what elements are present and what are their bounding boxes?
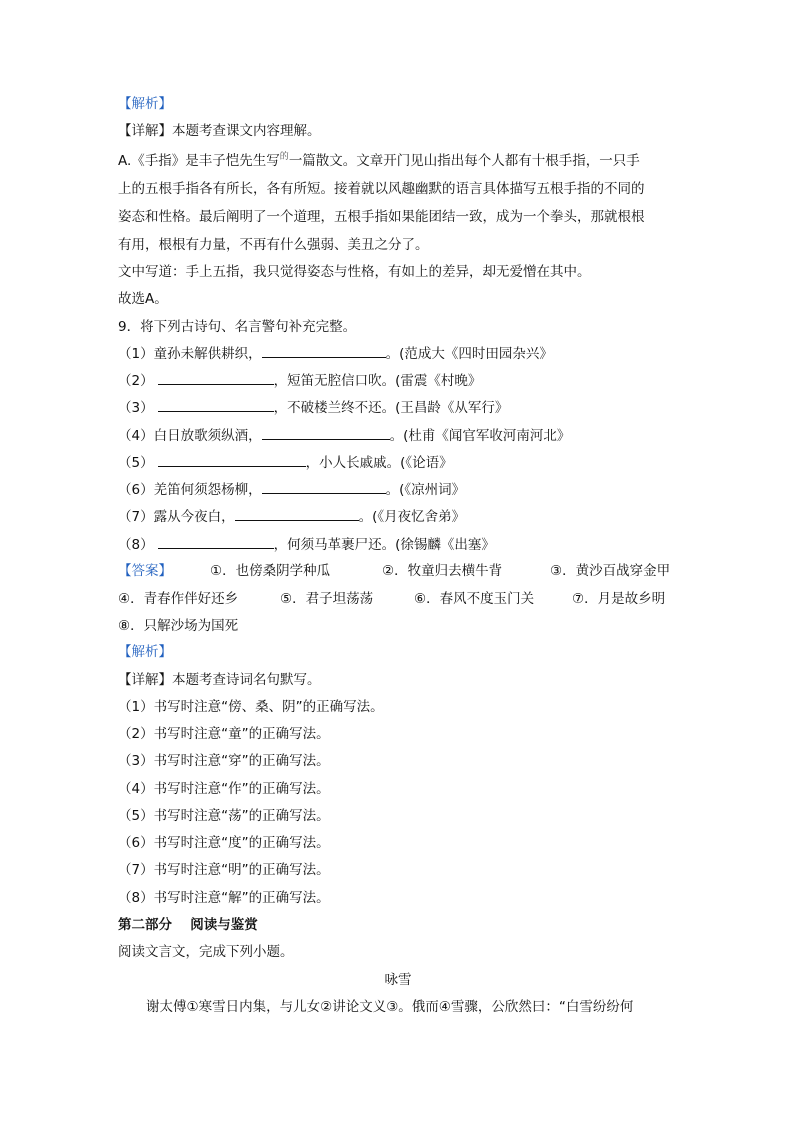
answer-blank — [262, 427, 390, 440]
answer-row-1 — [118, 562, 670, 580]
note-line: （4）书写时注意“作”的正确写法。 — [118, 781, 330, 797]
conclusion-line: 故选A。 — [118, 291, 168, 307]
answer-item: ①．也傍桑阴学种瓜 — [210, 563, 331, 579]
note-line: （1）书写时注意“傍、桑、阴”的正确写法。 — [118, 699, 384, 715]
passage-title: 咏雪 — [384, 972, 412, 988]
note-line: （2）书写时注意“童”的正确写法。 — [118, 726, 330, 742]
item-number: （2） — [118, 373, 154, 389]
answer-blank — [158, 454, 306, 467]
question-item — [118, 399, 508, 417]
note-line: （3）书写时注意“穿”的正确写法。 — [118, 753, 330, 769]
answer-item: ②．牧童归去横牛背 — [382, 563, 503, 579]
reading-instruction: 阅读文言文，完成下列小题。 — [118, 944, 294, 960]
answer-row-2 — [118, 590, 665, 608]
item-suffix: 。(《月夜忆舍弟》 — [358, 509, 466, 525]
item-number: （4） — [118, 428, 154, 444]
item-suffix: ，小人长戚戚。(《论语》 — [305, 455, 453, 471]
answer-item: ⑥．春风不度玉门关 — [414, 591, 535, 607]
question-item — [118, 372, 481, 390]
analysis-a-line-4: 有用，根根有力量，不再有什么强弱、美丑之分了。 — [118, 237, 429, 253]
analysis-a-text: A.《手指》是丰子恺先生写 — [118, 153, 280, 169]
item-number: （8） — [118, 537, 154, 553]
question-item — [118, 536, 495, 554]
detail-line: 【详解】本题考查诗词名句默写。 — [118, 672, 321, 688]
item-suffix: 。(杜甫《闻官军收河南河北》 — [389, 428, 571, 444]
note-line: （6）书写时注意“度”的正确写法。 — [118, 835, 330, 851]
answer-blank — [262, 481, 386, 494]
note-line: （8）书写时注意“解”的正确写法。 — [118, 890, 330, 906]
item-suffix: ，不破楼兰终不还。(王昌龄《从军行》 — [273, 400, 509, 416]
answer-blank — [235, 508, 359, 521]
answer-blank — [158, 372, 274, 385]
note-line: （7）书写时注意“明”的正确写法。 — [118, 862, 330, 878]
answer-item: ④．青春作伴好还乡 — [118, 591, 239, 607]
item-suffix: 。(范成大《四时田园杂兴》 — [385, 346, 553, 362]
item-number: （1） — [118, 346, 154, 362]
answer-label: 【答案】 — [118, 563, 172, 579]
item-prefix: 童孙未解供耕织， — [153, 346, 262, 362]
item-prefix: 露从今夜白， — [153, 509, 235, 525]
item-suffix: ，何须马革裹尸还。(徐锡麟《出塞》 — [273, 537, 495, 553]
analysis-label: 【解析】 — [118, 96, 172, 112]
question-9-stem: 9．将下列古诗句、名言警句补充完整。 — [118, 319, 357, 335]
item-number: （6） — [118, 482, 154, 498]
item-number: （5） — [118, 455, 154, 471]
answer-row-3: ⑧．只解沙场为国死 — [118, 618, 239, 634]
question-item — [118, 427, 570, 445]
question-item — [118, 454, 453, 472]
item-suffix: ，短笛无腔信口吹。(雷震《村晚》 — [273, 373, 482, 389]
item-prefix: 羌笛何须怨杨柳， — [153, 482, 262, 498]
item-prefix: 白日放歌须纵酒， — [153, 428, 262, 444]
question-item — [118, 508, 465, 526]
item-number: （3） — [118, 400, 154, 416]
item-number: （7） — [118, 509, 154, 525]
analysis-a-line-3: 姿态和性格。最后阐明了一个道理，五根手指如果能团结一致，成为一个拳头，那就根根 — [118, 209, 645, 225]
section-heading: 第二部分 阅读与鉴赏 — [118, 917, 258, 933]
answer-item: ③．黄沙百战穿金甲 — [550, 563, 671, 579]
passage-line: 谢太傅①寒雪日内集，与儿女②讲论文义③。俄而④雪骤，公欣然曰：“白雪纷纷何 — [146, 999, 634, 1015]
item-suffix: 。(《凉州词》 — [385, 482, 466, 498]
question-item — [118, 481, 465, 499]
answer-blank — [158, 399, 274, 412]
analysis-a-text: 一篇散文。文章开门见山指出每个人都有十根手指，一只手 — [288, 153, 640, 169]
analysis-a-line-1 — [118, 152, 640, 172]
quote-line: 文中写道：手上五指，我只觉得姿态与性格，有如上的差异，却无爱憎在其中。 — [118, 264, 591, 280]
superscript-char: 的 — [279, 152, 289, 162]
analysis-a-line-2: 上的五根手指各有所长，各有所短。接着就以风趣幽默的语言具体描写五根手指的不同的 — [118, 181, 645, 197]
question-item — [118, 345, 553, 363]
analysis-label: 【解析】 — [118, 644, 172, 660]
answer-blank — [158, 536, 274, 549]
note-line: （5）书写时注意“荡”的正确写法。 — [118, 808, 330, 824]
answer-item: ⑦．月是故乡明 — [572, 591, 666, 607]
answer-item: ⑤．君子坦荡荡 — [280, 591, 374, 607]
detail-line: 【详解】本题考查课文内容理解。 — [118, 123, 321, 139]
answer-blank — [262, 345, 386, 358]
